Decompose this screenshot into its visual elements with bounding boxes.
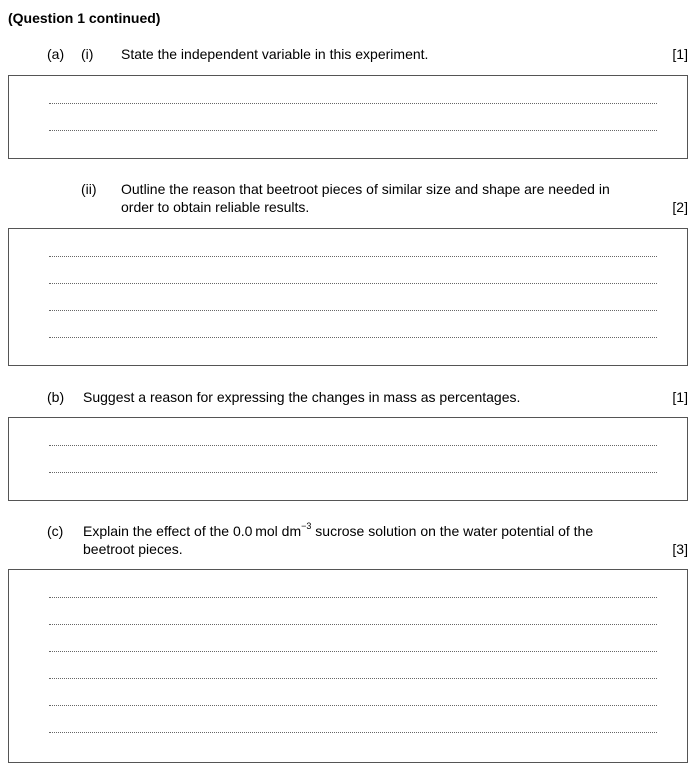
part-label-b: (b)	[47, 389, 65, 405]
answer-line	[49, 256, 657, 257]
answer-line	[49, 130, 657, 131]
answer-line	[49, 472, 657, 473]
answer-line	[49, 678, 657, 679]
answer-line	[49, 597, 657, 598]
question-b-text: Suggest a reason for expressing the changes in mass as percentages.	[83, 389, 521, 405]
part-label-a: (a)	[47, 46, 65, 62]
answer-line	[49, 337, 657, 338]
answer-line	[49, 103, 657, 104]
subpart-label-i: (i)	[81, 46, 94, 62]
answer-box-b[interactable]	[8, 417, 688, 501]
answer-box-c[interactable]	[8, 569, 688, 763]
page-heading: (Question 1 continued)	[8, 10, 161, 26]
marks-b: [1]	[672, 389, 688, 405]
question-a-ii-text-line2: order to obtain reliable results.	[121, 199, 310, 215]
marks-c: [3]	[672, 541, 688, 557]
subpart-label-ii: (ii)	[81, 181, 97, 197]
answer-line	[49, 310, 657, 311]
question-c-text-part2: sucrose solution on the water potential of the	[311, 523, 594, 539]
answer-line	[49, 732, 657, 733]
part-label-c: (c)	[47, 523, 64, 539]
answer-line	[49, 445, 657, 446]
marks-a-ii: [2]	[672, 199, 688, 215]
unit-exponent: −3	[301, 521, 312, 532]
answer-line	[49, 705, 657, 706]
question-c-text-line2: beetroot pieces.	[83, 541, 183, 557]
answer-box-a-ii[interactable]	[8, 228, 688, 366]
answer-line	[49, 651, 657, 652]
question-c-text-line1	[83, 523, 593, 539]
marks-a-i: [1]	[672, 46, 688, 62]
answer-line	[49, 624, 657, 625]
question-c-text-part1: Explain the effect of the 0.0 mol dm	[83, 523, 302, 539]
answer-box-a-i[interactable]	[8, 75, 688, 159]
question-a-ii-text-line1: Outline the reason that beetroot pieces of similar size and shape are needed in	[121, 181, 610, 197]
answer-line	[49, 283, 657, 284]
question-a-i-text: State the independent variable in this experiment.	[121, 46, 429, 62]
